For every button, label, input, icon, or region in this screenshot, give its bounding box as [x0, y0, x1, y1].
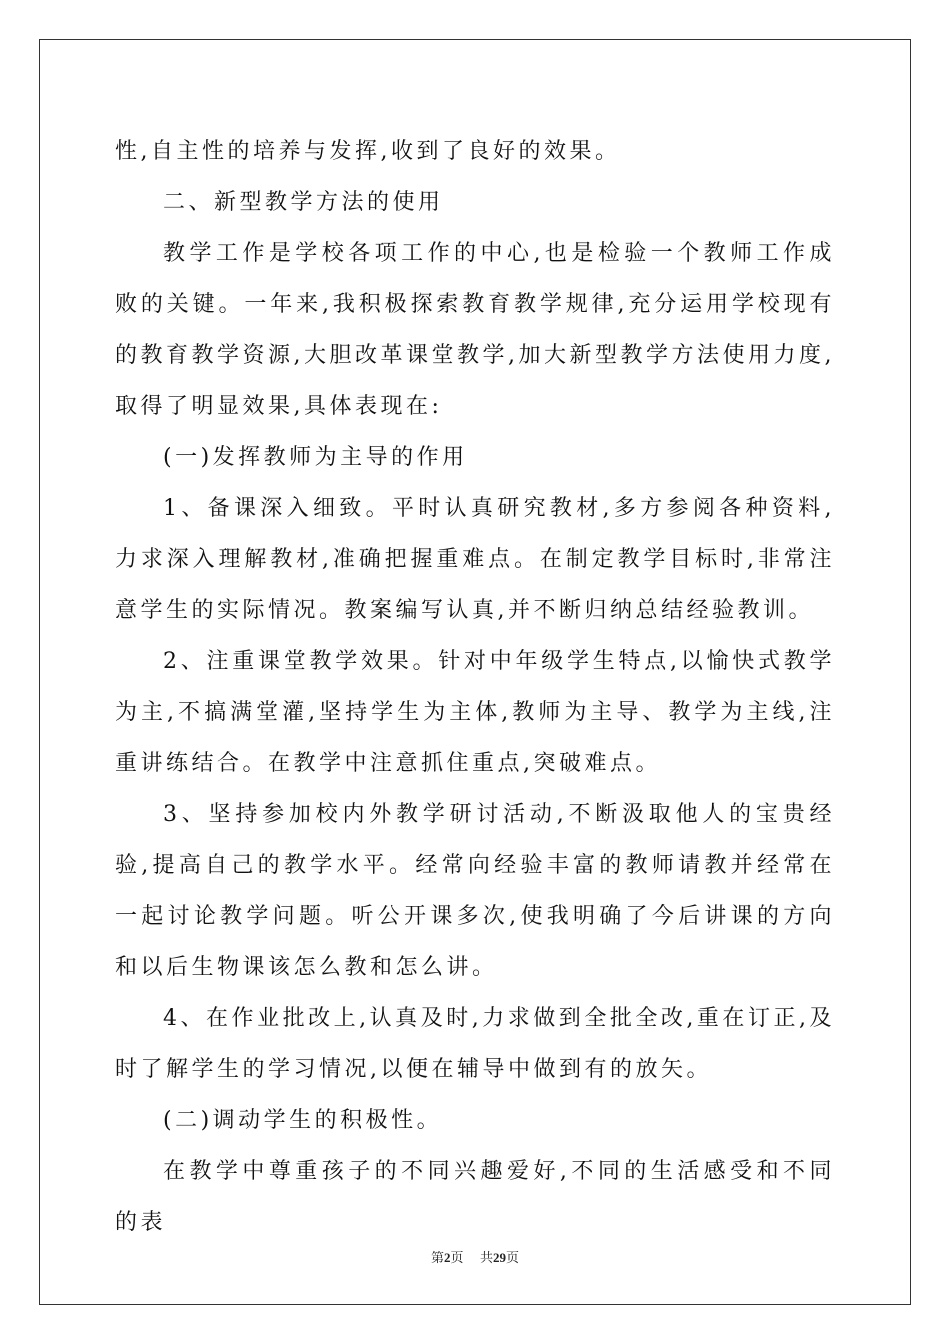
- list-item-2: 2、注重课堂教学效果。针对中年级学生特点,以愉快式教学为主,不搞满堂灌,坚持学生为主体,教师为主导、教学为主线,注重讲练结合。在教学中注意抓住重点,突破难点。: [115, 649, 835, 776]
- paragraph-1: 性,自主性的培养与发挥,收到了良好的效果。: [115, 139, 621, 164]
- paragraph-3: 教学工作是学校各项工作的中心,也是检验一个教师工作成败的关键。一年来,我积极探索教育教学规律,充分运用学校现有的教育教学资源,大胆改革课堂教学,加大新型教学方法使用力度,取得了明显效果,具体表现在:: [115, 241, 835, 419]
- page-footer: [0, 1247, 950, 1266]
- total-prefix: 共: [480, 1251, 494, 1266]
- page-prefix: 第: [430, 1251, 444, 1266]
- page-total: 29: [493, 1250, 507, 1265]
- list-item-3: 3、坚持参加校内外教学研讨活动,不断汲取他人的宝贵经验,提高自己的教学水平。经常向经验丰富的教师请教并经常在一起讨论教学问题。听公开课多次,使我明确了今后讲课的方向和以后生物课该怎么教和怎么讲。: [115, 802, 835, 980]
- section-heading-2: 二、新型教学方法的使用: [163, 190, 444, 215]
- page-suffix: 页: [450, 1251, 464, 1266]
- list-item-4: 4、在作业批改上,认真及时,力求做到全批全改,重在订正,及时了解学生的学习情况,以便在辅导中做到有的放矢。: [115, 1006, 835, 1082]
- page-current: 2: [443, 1250, 451, 1265]
- subsection-heading-1: (一)发挥教师为主导的作用: [163, 445, 468, 470]
- list-item-1: 1、备课深入细致。平时认真研究教材,多方参阅各种资料,力求深入理解教材,准确把握重难点。在制定教学目标时,非常注意学生的实际情况。教案编写认真,并不断归纳总结经验教训。: [115, 496, 835, 623]
- subsection-heading-2: (二)调动学生的积极性。: [163, 1108, 443, 1133]
- paragraph-last: 在教学中尊重孩子的不同兴趣爱好,不同的生活感受和不同的表: [115, 1159, 835, 1235]
- total-suffix: 页: [506, 1251, 520, 1266]
- document-body: [115, 126, 835, 1248]
